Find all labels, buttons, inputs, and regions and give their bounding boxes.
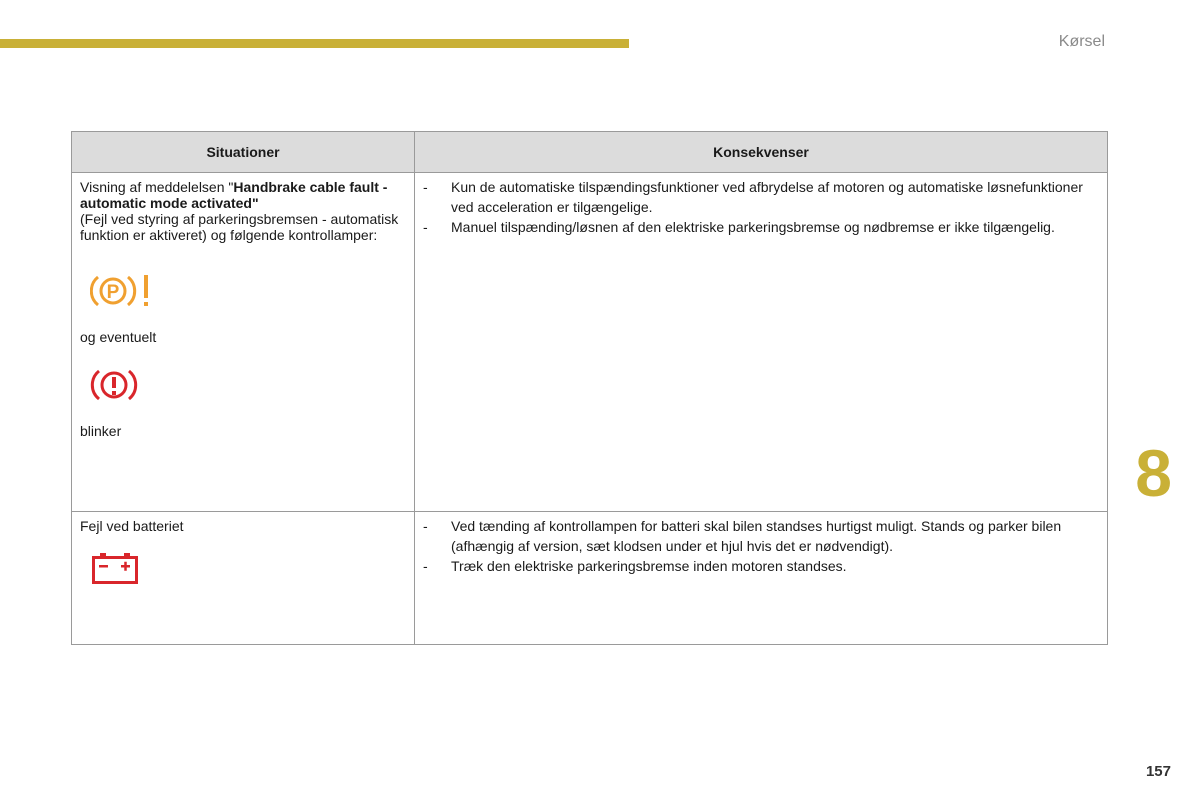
connector-text: og eventuelt <box>80 329 157 345</box>
bullet-dash: - <box>423 518 428 534</box>
consequence-item <box>423 516 1097 556</box>
chapter-number: 8 <box>1135 436 1172 510</box>
situation-cell <box>72 512 415 645</box>
table-header-row <box>72 132 1108 173</box>
consequence-cell <box>415 173 1108 512</box>
message-explanation: (Fejl ved styring af parkeringsbremsen - automatisk funktion er aktiveret) og følgende kontrollamper: <box>80 211 399 243</box>
message-intro: Visning af meddelelsen " <box>80 179 234 195</box>
battery-warning-icon <box>92 552 138 584</box>
situations-table <box>71 131 1108 645</box>
situation-cell <box>72 173 415 512</box>
svg-text:P: P <box>106 282 120 303</box>
parking-brake-warning-icon <box>90 273 156 309</box>
situation-label: Fejl ved batteriet <box>80 518 184 534</box>
consequence-cell <box>415 512 1108 645</box>
situation-message <box>80 179 406 211</box>
consequence-item <box>423 217 1097 237</box>
brake-system-warning-icon <box>90 367 140 403</box>
consequence-item <box>423 177 1097 217</box>
table-row <box>72 173 1108 512</box>
header-accent-bar <box>0 39 629 48</box>
status-text: blinker <box>80 423 122 439</box>
table-row <box>72 512 1108 645</box>
column-header-consequences: Konsekvenser <box>415 132 1108 173</box>
page-number: 157 <box>1145 763 1171 780</box>
column-header-situations: Situationer <box>72 132 415 173</box>
bullet-dash: - <box>423 179 428 195</box>
consequence-text: Ved tænding af kontrollampen for batteri skal bilen standses hurtigst muligt. Stands og parker bilen (afhængig af version, sæt klodsen under et hjul hvis det er nødvendigt). <box>451 518 1062 554</box>
consequence-text: Kun de automatiske tilspændingsfunktioner ved afbrydelse af motoren og automatiske løsnefunktioner ved acceleration er tilgængelige. <box>451 179 1083 215</box>
consequence-text: Træk den elektriske parkeringsbremse inden motoren standses. <box>451 558 847 574</box>
message-bold: Handbrake cable fault - automatic mode activated" <box>80 179 388 211</box>
consequence-item <box>423 556 1097 576</box>
consequence-text: Manuel tilspænding/løsnen af den elektriske parkeringsbremse og nødbremse er ikke tilgængelig. <box>451 219 1055 235</box>
bullet-dash: - <box>423 219 428 235</box>
bullet-dash: - <box>423 558 428 574</box>
section-title: Kørsel <box>1058 33 1105 50</box>
